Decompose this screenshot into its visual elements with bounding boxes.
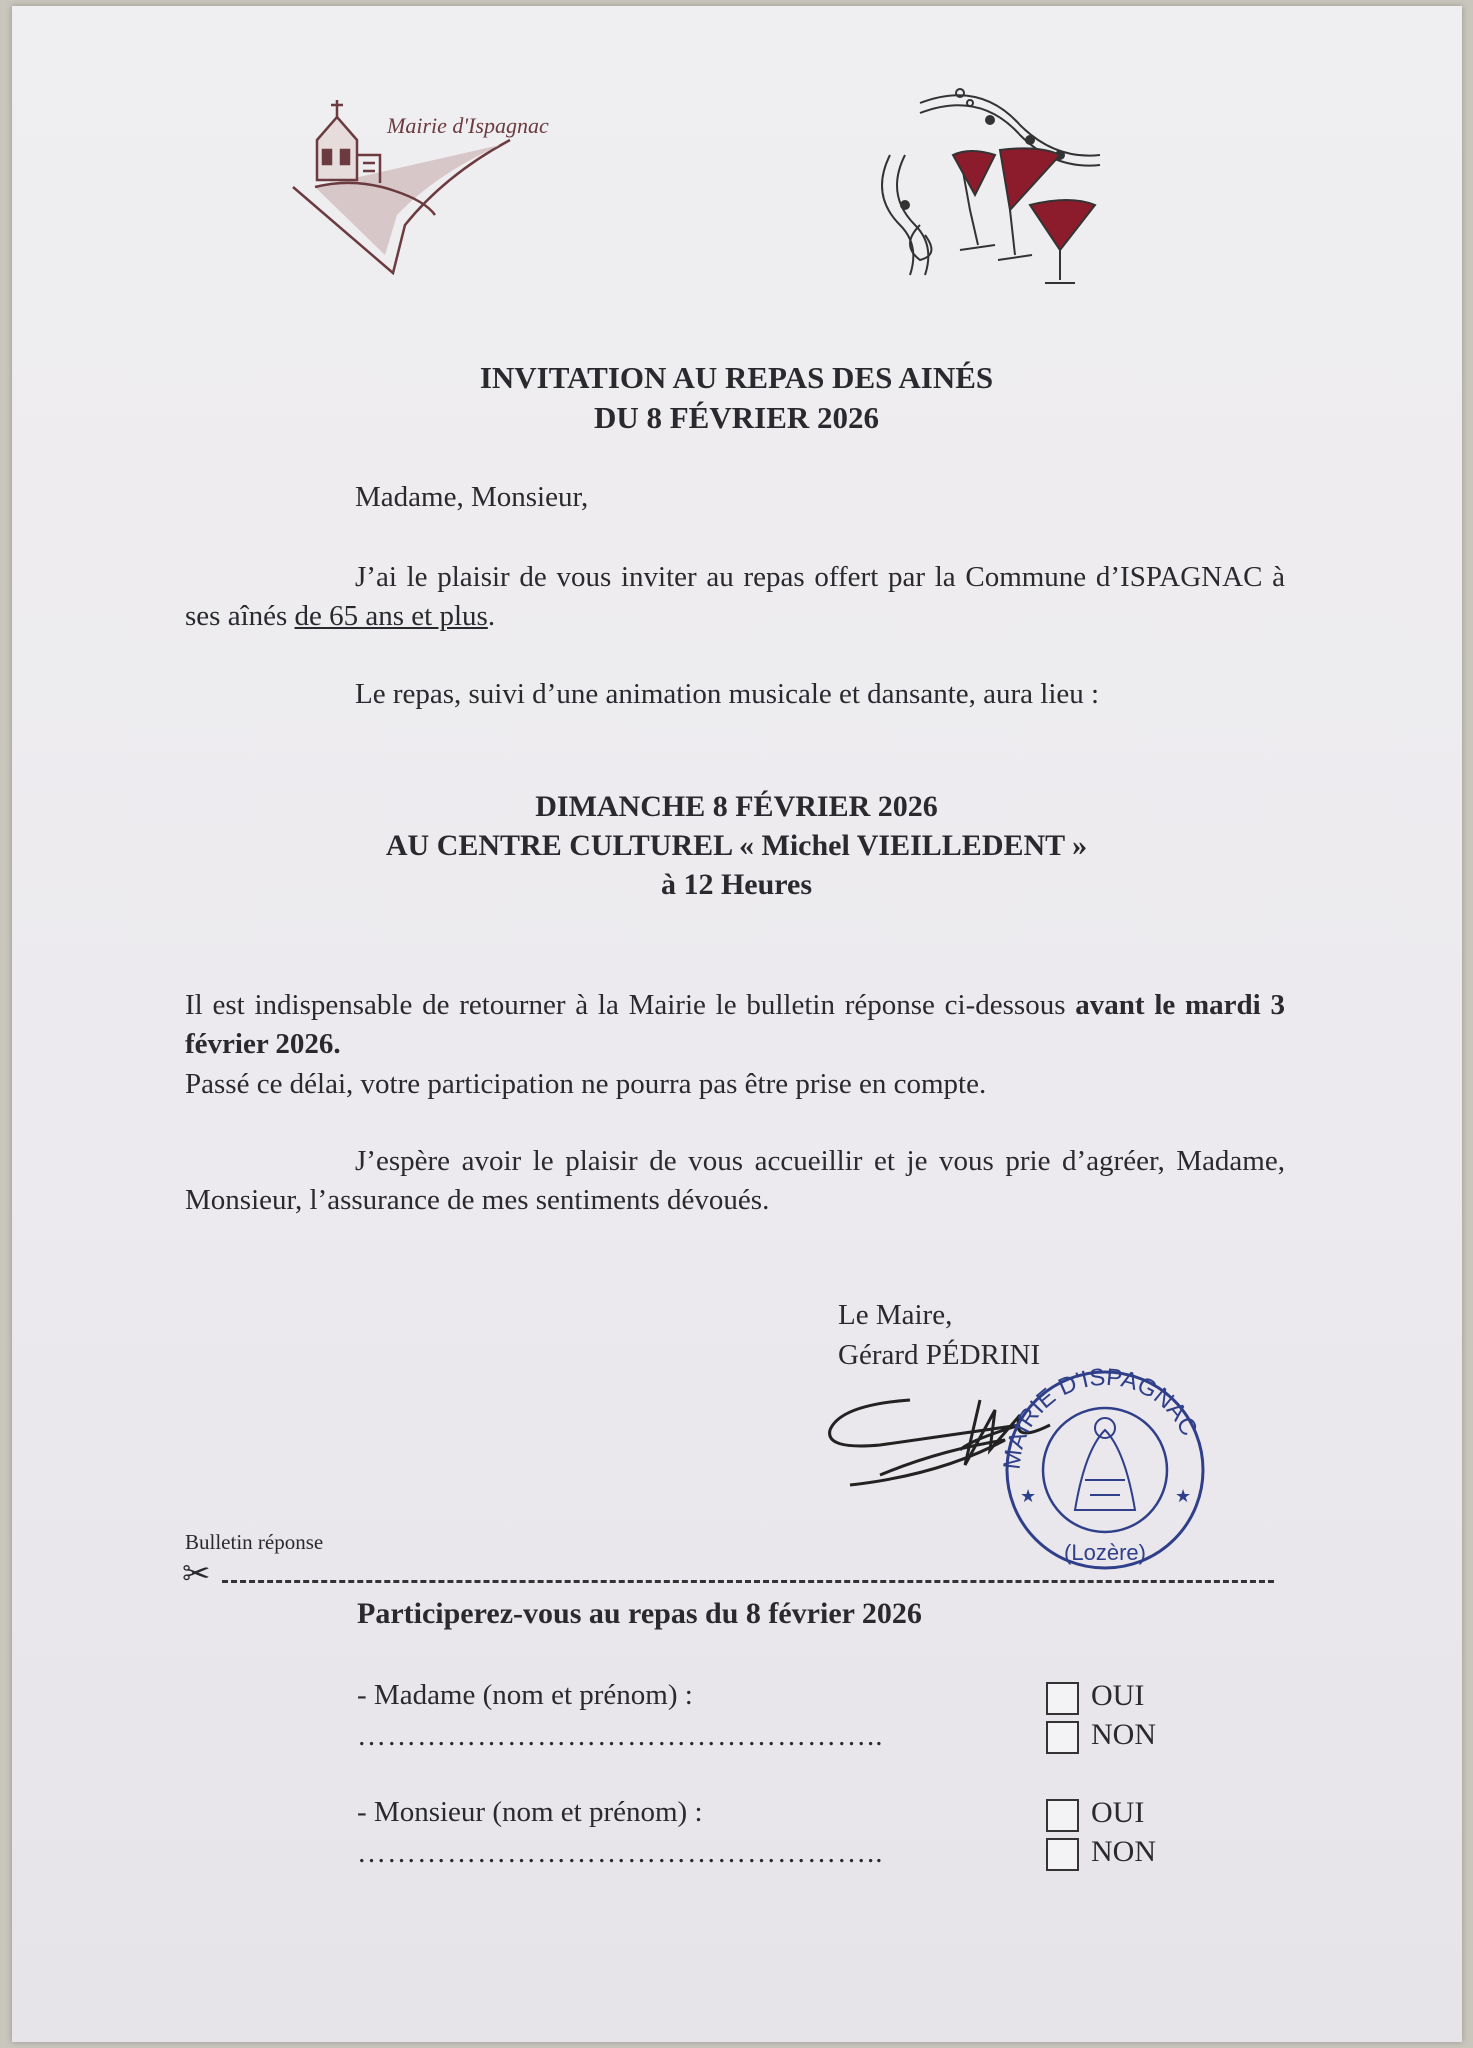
madame-no-label: NON: [1091, 1718, 1156, 1751]
stamp-top-text: MAIRIE D'ISPAGNAC: [998, 1363, 1203, 1471]
cut-line: [222, 1580, 1274, 1583]
event-time: à 12 Heures: [660, 868, 813, 901]
event-date: DIMANCHE 8 FÉVRIER 2026: [535, 790, 938, 823]
signature-name: Gérard PÉDRINI: [838, 1339, 1041, 1371]
monsieur-name-field[interactable]: ……………………………………………..: [357, 1837, 884, 1869]
salutation: Madame, Monsieur,: [355, 481, 589, 513]
madame-no-checkbox[interactable]: [1046, 1721, 1079, 1754]
madame-yes-option[interactable]: [1046, 1676, 1144, 1715]
logo-text: Mairie d'Ispagnac: [387, 113, 549, 138]
stamp-star-right: ★: [1175, 1486, 1192, 1506]
event-venue: AU CENTRE CULTUREL « Michel VIEILLEDENT »: [385, 829, 1088, 862]
paragraph-closing: J’espère avoir le plaisir de vous accueillir et je vous prie d’agréer, Madame, Monsieur, l’assurance de mes sentiments dévoués.: [185, 1145, 1285, 1216]
monsieur-label: - Monsieur (nom et prénom) :: [357, 1796, 703, 1828]
paragraph-event-intro: Le repas, suivi d’une animation musicale et dansante, aura lieu :: [355, 678, 1100, 710]
monsieur-yes-checkbox[interactable]: [1046, 1799, 1079, 1832]
official-stamp: [995, 1360, 1215, 1570]
madame-no-option[interactable]: [1046, 1715, 1156, 1754]
monsieur-no-label: NON: [1091, 1835, 1156, 1868]
deadline-text: Il est indispensable de retourner à la Mairie le bulletin réponse ci-dessous: [185, 989, 1076, 1021]
madame-yes-label: OUI: [1091, 1679, 1145, 1712]
madame-name-field[interactable]: ……………………………………………..: [357, 1720, 884, 1752]
invitation-title: INVITATION AU REPAS DES AINÉS: [479, 360, 994, 395]
mairie-logo: [285, 95, 585, 275]
stamp-bottom-text: (Lozère): [1064, 1540, 1146, 1565]
paragraph-deadline: [185, 986, 1285, 1064]
paragraph-invitation-text: J’ai le plaisir de vous inviter au repas offert par la Commune d’ISPAGNAC à ses aînés: [185, 561, 1285, 632]
bulletin-label: Bulletin réponse: [185, 1530, 324, 1554]
monsieur-no-option[interactable]: [1046, 1832, 1156, 1871]
monsieur-no-checkbox[interactable]: [1046, 1838, 1079, 1871]
invitation-date-title: DU 8 FÉVRIER 2026: [593, 400, 880, 435]
bulletin-question: Participerez-vous au repas du 8 février 2026: [357, 1597, 922, 1630]
age-condition: de 65 ans et plus: [294, 600, 488, 632]
monsieur-yes-option[interactable]: [1046, 1793, 1144, 1832]
paragraph-deadline-note: Passé ce délai, votre participation ne pourra pas être prise en compte.: [185, 1068, 987, 1100]
stamp-star-left: ★: [1020, 1486, 1037, 1506]
wine-music-illustration: [860, 85, 1120, 295]
scissors-icon: ✂: [182, 1556, 211, 1593]
deadline-date: avant le mardi 3 février 2026.: [185, 989, 1285, 1060]
madame-label: - Madame (nom et prénom) :: [357, 1679, 693, 1711]
madame-yes-checkbox[interactable]: [1046, 1682, 1079, 1715]
monsieur-yes-label: OUI: [1091, 1796, 1145, 1829]
period: .: [487, 600, 496, 632]
signature-role: Le Maire,: [838, 1299, 953, 1331]
paragraph-invitation: [185, 558, 1285, 636]
